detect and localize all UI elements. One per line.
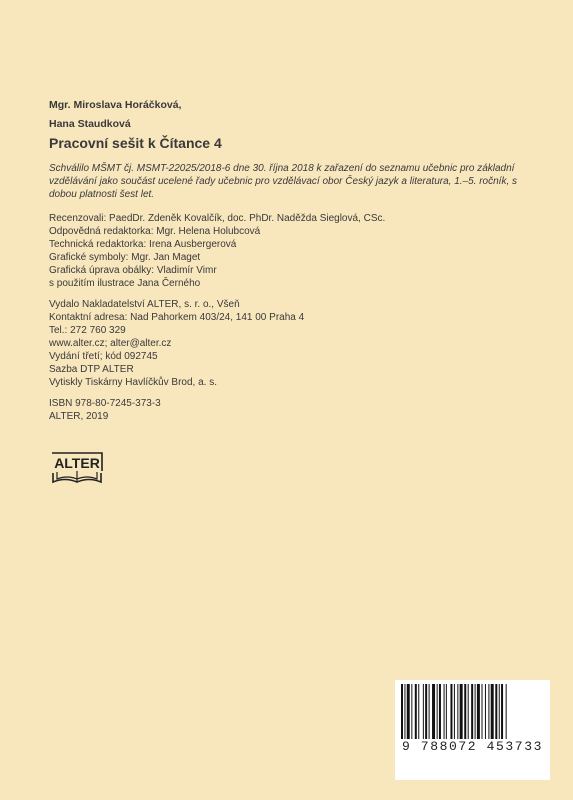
book-title: Pracovní sešit k Čítance 4 (49, 135, 222, 151)
publisher-line: Vytiskly Tiskárny Havlíčkův Brod, a. s. (49, 377, 218, 388)
approval-note: Schválilo MŠMT čj. MSMT-22025/2018-6 dne 30. října 2018 k zařazení do seznamu učebnic pro základní vzdělávání jako součást ucelené řady učebnic pro vzdělávací obor Český jazyk a literatura, 1.–5. ročník, s dobou platnosti šest let. (49, 163, 518, 200)
isbn-block (49, 397, 161, 423)
credits-block (49, 212, 385, 290)
alter-logo-icon (49, 451, 105, 485)
publisher-block (49, 298, 304, 389)
publisher-year-line: ALTER, 2019 (49, 411, 109, 422)
credit-line: Recenzovali: PaedDr. Zdeněk Kovalčík, doc. PhDr. Naděžda Sieglová, CSc. (49, 213, 386, 224)
logo-wordmark: ALTER (54, 455, 100, 471)
publisher-line: www.alter.cz; alter@alter.cz (49, 338, 172, 349)
publisher-line: Kontaktní adresa: Nad Pahorkem 403/24, 141 00 Praha 4 (49, 312, 305, 323)
barcode-bars-icon (401, 684, 544, 739)
authors (49, 96, 181, 134)
publisher-line: Vydalo Nakladatelství ALTER, s. r. o., Všeň (49, 299, 240, 310)
publisher-line: Vydání třetí; kód 092745 (49, 351, 158, 362)
isbn-line: ISBN 978-80-7245-373-3 (49, 398, 161, 409)
publisher-line: Sazba DTP ALTER (49, 364, 134, 375)
barcode-digits: 9 788072 453733 (401, 739, 544, 754)
barcode (395, 680, 550, 780)
credit-line: Odpovědná redaktorka: Mgr. Helena Holubcová (49, 226, 261, 237)
author-line: Hana Staudková (49, 118, 131, 130)
credit-line: s použitím ilustrace Jana Černého (49, 278, 201, 289)
credit-line: Technická redaktorka: Irena Ausbergerová (49, 239, 237, 250)
author-line: Mgr. Miroslava Horáčková, (49, 99, 182, 111)
credit-line: Grafická úprava obálky: Vladimír Vimr (49, 265, 217, 276)
publisher-line: Tel.: 272 760 329 (49, 325, 126, 336)
credit-line: Grafické symboly: Mgr. Jan Maget (49, 252, 201, 263)
